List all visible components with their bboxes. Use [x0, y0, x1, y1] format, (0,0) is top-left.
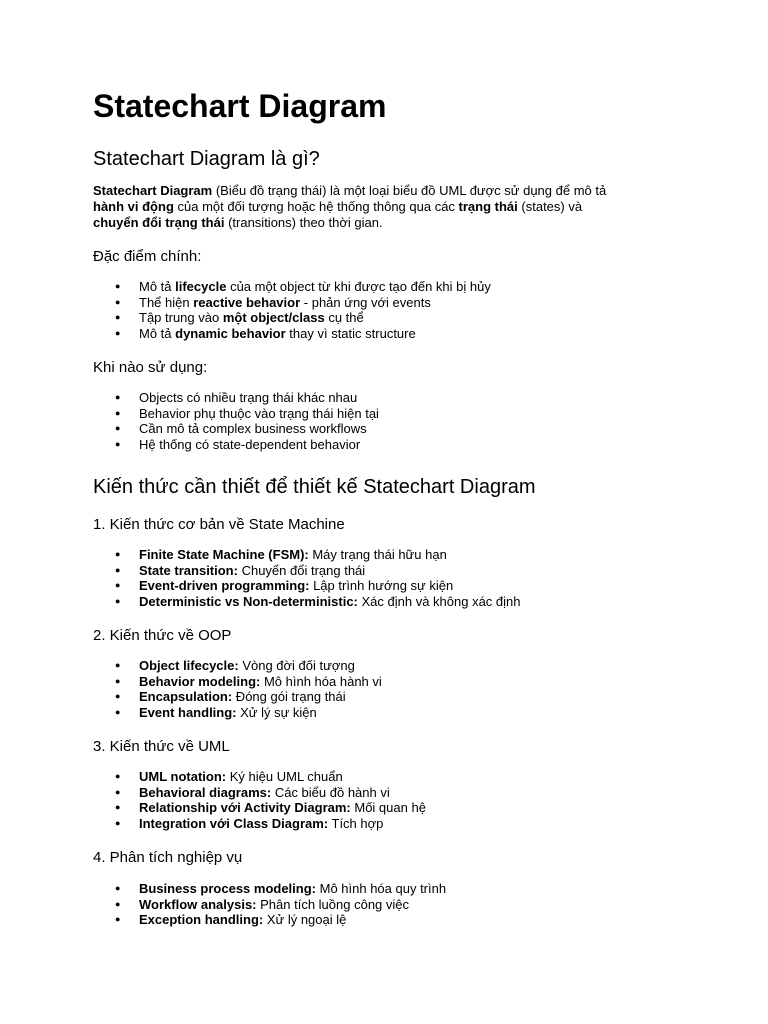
- item-bold: Event handling:: [139, 705, 237, 721]
- item-text: Tập trung vào: [139, 310, 223, 326]
- intro-part: Statechart Diagram: [93, 183, 213, 198]
- intro-part: hành vi động: [93, 199, 174, 214]
- intro-part: (Biểu đồ trạng thái) là một loại biểu đồ UML được sử dụng để mô tả: [212, 183, 607, 198]
- item-text: Đóng gói trạng thái: [232, 689, 346, 705]
- item-text: Tích hợp: [328, 816, 384, 832]
- list-item: [93, 785, 693, 801]
- item-bold: Relationship với Activity Diagram:: [139, 800, 351, 816]
- item-bold: Encapsulation:: [139, 689, 233, 705]
- item-bold: Deterministic vs Non-deterministic:: [139, 594, 358, 610]
- list-item: [93, 705, 693, 721]
- section2-heading: Kiến thức cần thiết để thiết kế Statechart Diagram: [93, 476, 536, 498]
- list-item: ● Hệ thống có state-dependent behavior: [93, 437, 693, 453]
- item-bold: một object/class: [222, 310, 325, 326]
- when-heading: Khi nào sử dụng:: [93, 359, 208, 376]
- list-item: [93, 279, 693, 295]
- item-bold: lifecycle: [175, 279, 227, 294]
- item-text: Mô tả: [139, 326, 176, 342]
- item-text: Lập trình hướng sự kiện: [309, 578, 454, 594]
- intro-part: trạng thái: [458, 199, 518, 214]
- group-heading: 4. Phân tích nghiệp vụ: [93, 849, 243, 866]
- item-text: Chuyển đổi trạng thái: [237, 562, 366, 578]
- item-bold: Business process modeling:: [139, 881, 316, 896]
- intro-part: chuyển đổi trạng thái: [93, 215, 225, 230]
- list-item: [93, 769, 693, 785]
- intro-part: (transitions) theo thời gian.: [224, 215, 383, 230]
- intro-part: (states) và: [517, 199, 583, 214]
- item-bold: State transition:: [139, 562, 238, 578]
- item-text: Xử lý sự kiện: [236, 705, 317, 721]
- list-item: [93, 689, 693, 705]
- item-bold: Object lifecycle:: [139, 658, 239, 673]
- list-item: [93, 594, 693, 610]
- intro-part: của một đối tượng hoặc hệ thống thông qua các: [173, 199, 459, 214]
- item-text: - phản ứng với events: [300, 294, 431, 310]
- item-text: thay vì static structure: [285, 326, 416, 342]
- section1-heading: Statechart Diagram là gì?: [93, 148, 320, 170]
- item-bold: Workflow analysis:: [139, 896, 257, 912]
- list-item: [93, 816, 693, 832]
- item-text: Thể hiện: [139, 294, 194, 310]
- item-bold: reactive behavior: [193, 294, 301, 310]
- list-item: [93, 881, 693, 897]
- item-text: Phân tích luồng công việc: [256, 896, 410, 912]
- group-list: [93, 769, 693, 832]
- item-text: Các biểu đồ hành vi: [271, 784, 390, 800]
- list-item: [93, 912, 693, 928]
- features-heading: Đặc điểm chính:: [93, 248, 202, 265]
- item-text: cụ thể: [324, 310, 364, 326]
- list-item: [93, 547, 693, 563]
- page-title: Statechart Diagram: [93, 88, 387, 124]
- list-item: [93, 563, 693, 579]
- list-item: [93, 326, 693, 342]
- list-item: ● Objects có nhiều trạng thái khác nhau: [93, 390, 693, 406]
- item-text: Máy trạng thái hữu hạn: [308, 547, 447, 562]
- list-item: [93, 800, 693, 816]
- list-item: [93, 578, 693, 594]
- list-item: ● Behavior phụ thuộc vào trạng thái hiện tại: [93, 406, 693, 422]
- item-bold: Event-driven programming:: [139, 578, 310, 594]
- list-item: [93, 295, 693, 311]
- item-bold: UML notation:: [139, 769, 227, 784]
- list-item: ● Cần mô tả complex business workflows: [93, 421, 693, 437]
- list-item: [93, 658, 693, 674]
- item-bold: Behavioral diagrams:: [139, 784, 272, 800]
- item-text: Xác định và không xác định: [357, 594, 521, 610]
- group-heading: 2. Kiến thức về OOP: [93, 627, 232, 644]
- intro-paragraph: [93, 183, 693, 231]
- item-text: Xử lý ngoại lệ: [263, 912, 347, 928]
- list-item: [93, 310, 693, 326]
- item-text: Mối quan hệ: [350, 800, 426, 816]
- group-list: [93, 547, 693, 610]
- item-text: Ký hiệu UML chuẩn: [226, 769, 343, 784]
- item-text: Mô hình hóa hành vi: [260, 673, 382, 689]
- item-text: của một object từ khi được tạo đến khi bị hủy: [226, 279, 491, 294]
- item-text: Vòng đời đối tượng: [238, 658, 355, 673]
- when-list: [93, 390, 693, 453]
- item-text: Mô hình hóa quy trình: [316, 881, 447, 896]
- list-item: [93, 897, 693, 913]
- group-heading: 3. Kiến thức về UML: [93, 738, 230, 755]
- item-bold: Integration với Class Diagram:: [139, 816, 329, 832]
- list-item: [93, 674, 693, 690]
- features-list: [93, 279, 693, 342]
- group-list: [93, 658, 693, 721]
- item-bold: dynamic behavior: [175, 326, 286, 342]
- item-bold: Finite State Machine (FSM):: [139, 547, 309, 562]
- group-heading: 1. Kiến thức cơ bản về State Machine: [93, 516, 345, 533]
- group-list: [93, 881, 693, 928]
- item-bold: Behavior modeling:: [139, 673, 261, 689]
- item-text: Mô tả: [139, 279, 176, 294]
- item-bold: Exception handling:: [139, 912, 264, 928]
